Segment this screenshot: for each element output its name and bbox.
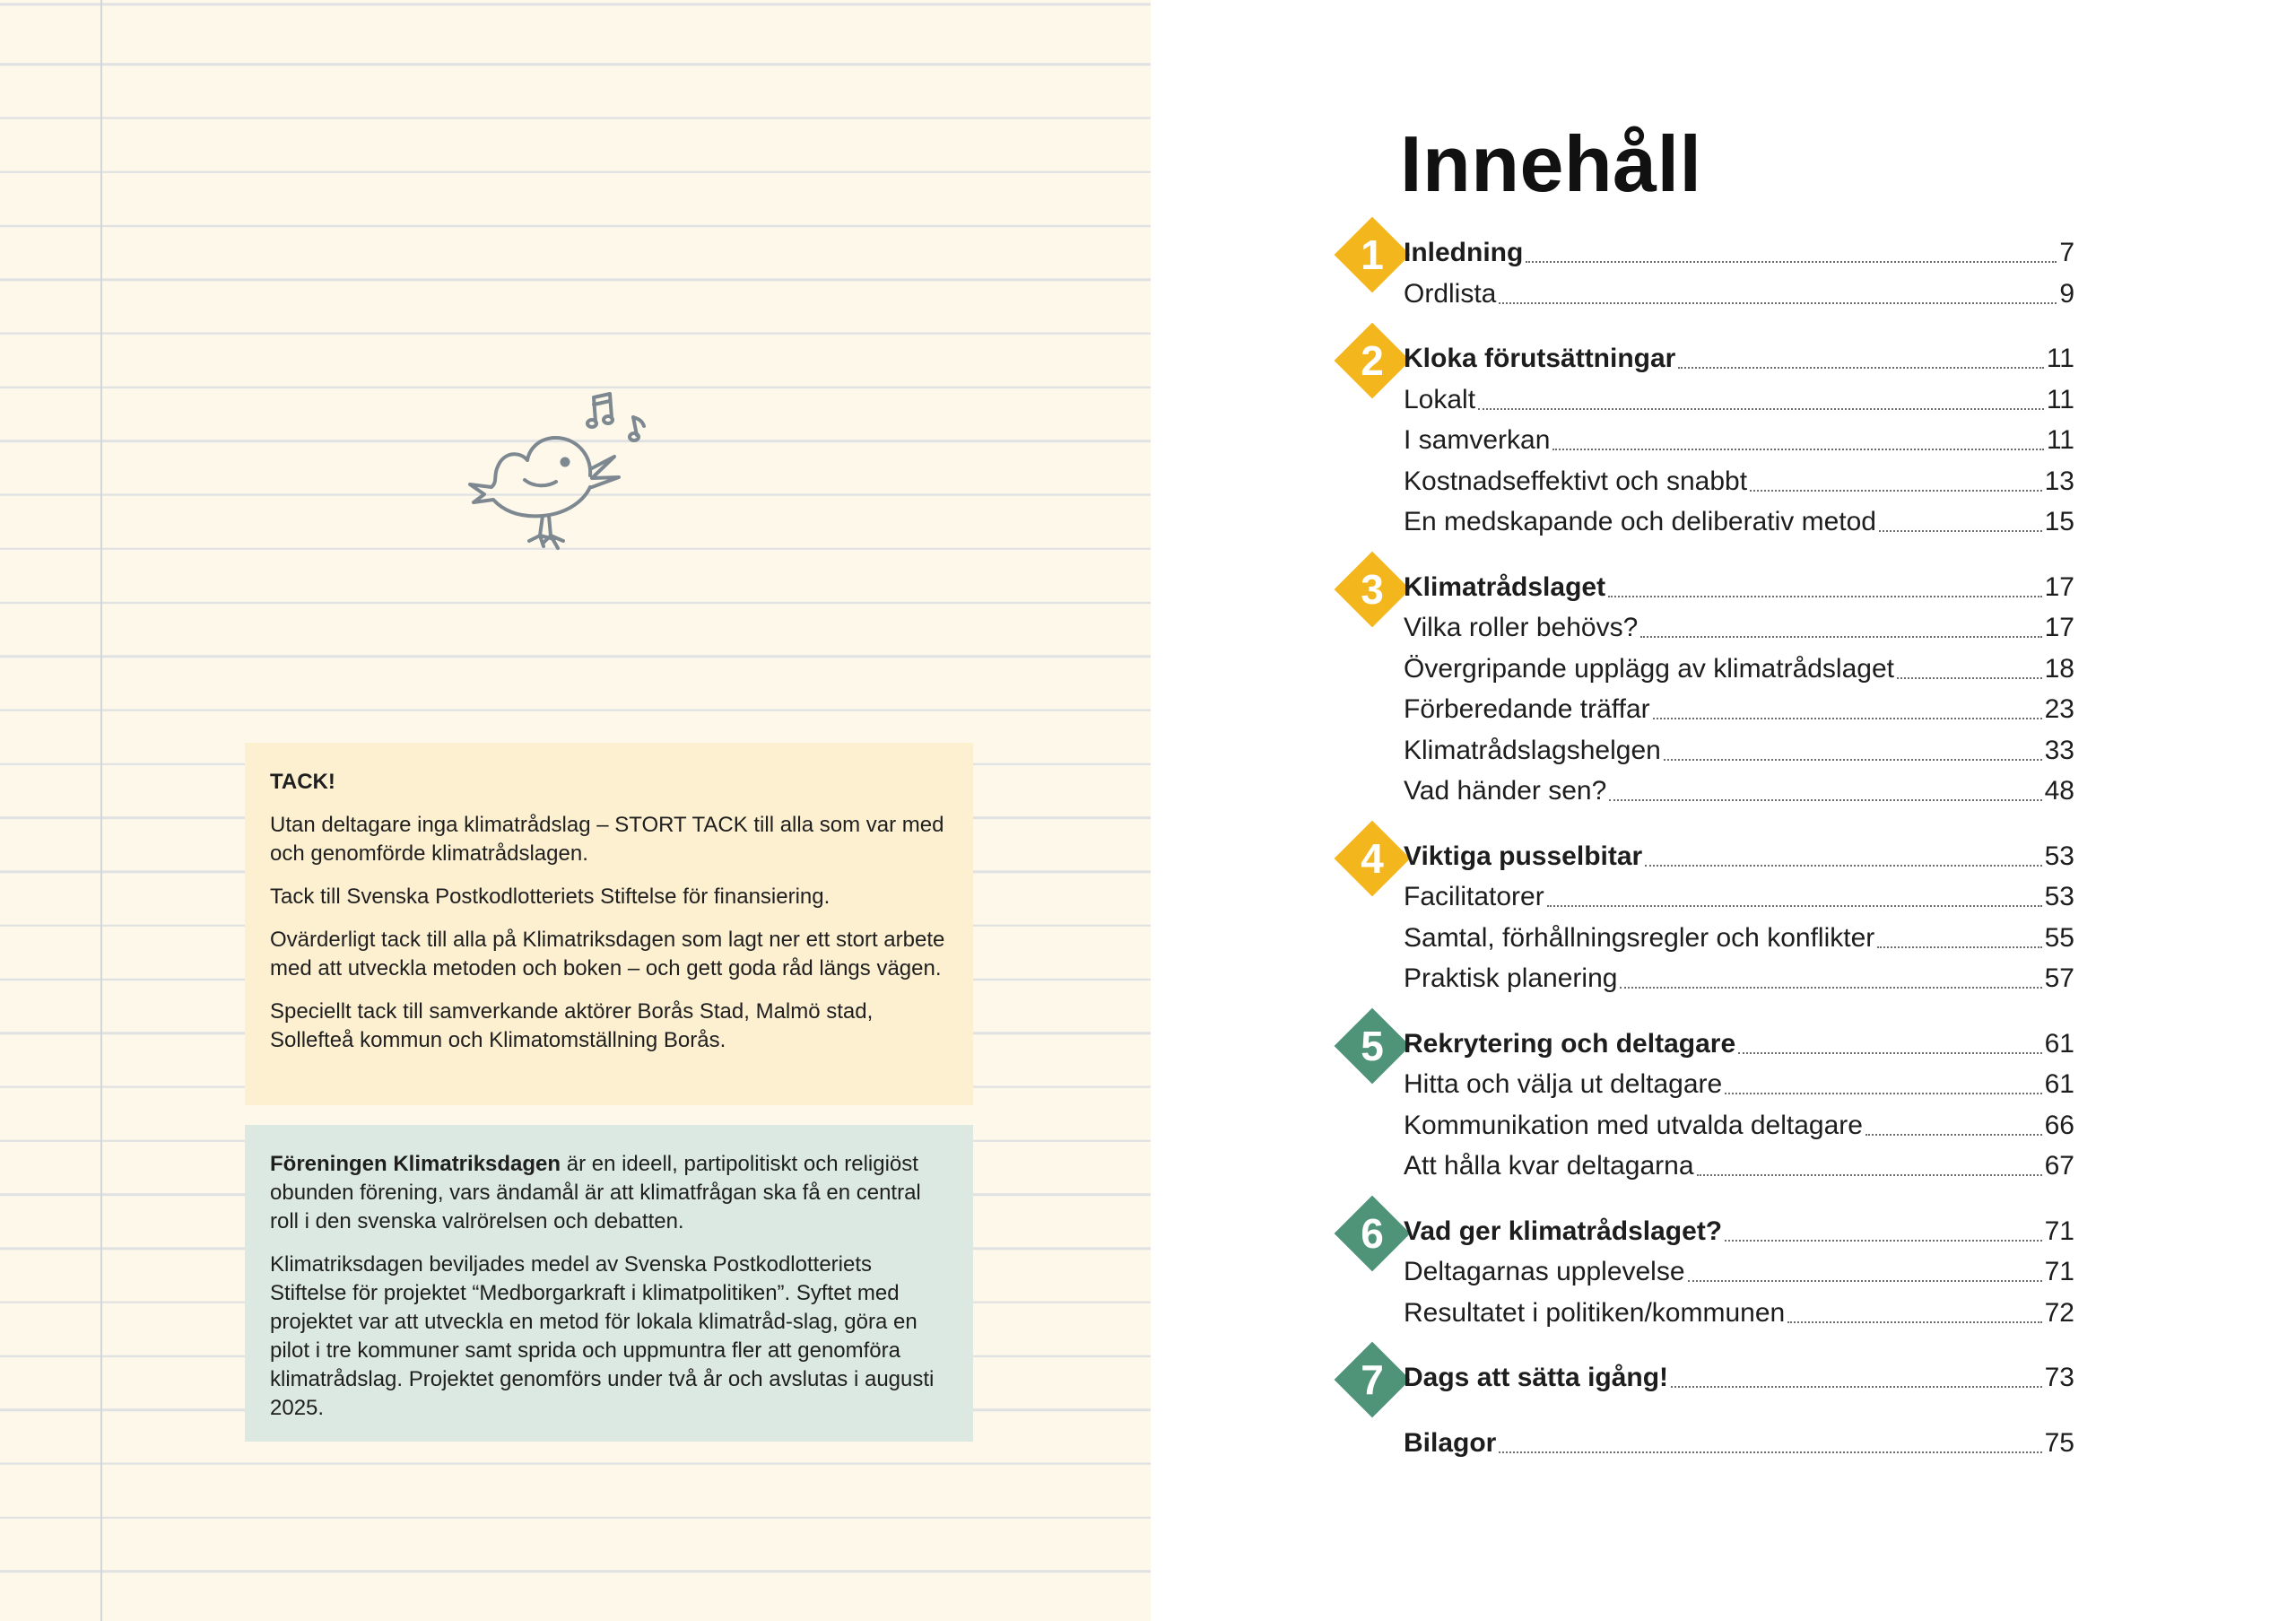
dot-leader bbox=[1879, 530, 2042, 532]
toc-section-entry[interactable] bbox=[1404, 1108, 2074, 1144]
org-name: Föreningen Klimatriksdagen bbox=[270, 1152, 561, 1176]
toc-section-entry-label: Lokalt bbox=[1404, 384, 1476, 414]
thanks-paragraph: Speciellt tack till samverkande aktörer Borås Stad, Malmö stad, Sollefteå kommun och Klimatomställning Borås. bbox=[270, 999, 874, 1052]
page-number: 15 bbox=[2044, 507, 2074, 536]
toc-section-entry-label: Att hålla kvar deltagarna bbox=[1404, 1151, 1694, 1181]
dot-leader bbox=[1738, 1052, 2042, 1054]
toc-section-entry[interactable] bbox=[1404, 382, 2074, 418]
toc-chapter-entry[interactable] bbox=[1404, 1214, 2074, 1250]
dot-leader bbox=[1678, 367, 2043, 369]
toc-chapter-entry-label: Inledning bbox=[1404, 238, 1524, 267]
toc-section-entry-label: Kommunikation med utvalda deltagare bbox=[1404, 1110, 1863, 1140]
chapter-number: 6 bbox=[1361, 1209, 1384, 1257]
dot-leader bbox=[1547, 905, 2042, 907]
toc-section-entry[interactable] bbox=[1404, 423, 2074, 458]
page-number: 17 bbox=[2044, 571, 2074, 602]
toc-chapter-entry[interactable] bbox=[1404, 1026, 2074, 1062]
page-number: 55 bbox=[2044, 922, 2074, 953]
page-number: 11 bbox=[2046, 384, 2074, 414]
toc-section-entry-label: Förberedande träffar bbox=[1404, 694, 1650, 724]
toc-section-entry[interactable] bbox=[1404, 1067, 2074, 1102]
toc-section-entry[interactable] bbox=[1404, 920, 2074, 956]
toc-chapter-entry-label: Viktiga pusselbitar bbox=[1404, 841, 1643, 871]
page-number: 11 bbox=[2046, 425, 2074, 455]
toc-chapter-entry-label: Rekrytering och deltagare bbox=[1404, 1028, 1736, 1059]
page-number: 7 bbox=[2059, 238, 2074, 267]
dot-leader bbox=[1526, 261, 2057, 263]
toc-section-entry-label: Deltagarnas upplevelse bbox=[1404, 1257, 1685, 1286]
dot-leader bbox=[1877, 946, 2041, 948]
toc-chapter-entry[interactable] bbox=[1404, 341, 2074, 377]
toc-section-entry-label: Vilka roller behövs? bbox=[1404, 613, 1639, 642]
dot-leader bbox=[1897, 677, 2042, 679]
dot-leader bbox=[1609, 799, 2041, 801]
page-number: 23 bbox=[2044, 694, 2074, 724]
page-number: 53 bbox=[2044, 882, 2074, 911]
page-number: 75 bbox=[2044, 1427, 2074, 1458]
page-number: 67 bbox=[2044, 1151, 2074, 1181]
toc-section-entry[interactable] bbox=[1404, 733, 2074, 769]
toc-section-entry-label: Resultatet i politiken/kommunen bbox=[1404, 1297, 1786, 1328]
toc-section-entry-label: Kostnadseffektivt och snabbt bbox=[1404, 466, 1748, 496]
toc-section-entry[interactable] bbox=[1404, 464, 2074, 500]
toc-section-entry[interactable] bbox=[1404, 1295, 2074, 1331]
toc-section-entry[interactable] bbox=[1404, 879, 2074, 915]
page-number: 61 bbox=[2044, 1028, 2074, 1059]
singing-bird-icon bbox=[457, 381, 691, 565]
page-number: 48 bbox=[2044, 776, 2074, 806]
toc-chapter-entry-label: Kloka förutsättningar bbox=[1404, 344, 1676, 373]
toc-section-entry-label: Facilitatorer bbox=[1404, 882, 1544, 911]
toc-chapter-entry[interactable] bbox=[1404, 570, 2074, 606]
page-title: Innehåll bbox=[1400, 119, 1702, 208]
page-number: 61 bbox=[2044, 1069, 2074, 1099]
dot-leader bbox=[1552, 449, 2043, 450]
toc-section-entry-label: Klimatrådslagshelgen bbox=[1404, 735, 1661, 765]
page-number: 72 bbox=[2044, 1297, 2074, 1328]
dot-leader bbox=[1608, 596, 2042, 597]
organization-box bbox=[245, 1125, 973, 1442]
page-number: 33 bbox=[2044, 735, 2074, 765]
page-number: 71 bbox=[2044, 1216, 2074, 1246]
margin-line bbox=[100, 0, 102, 1621]
thanks-paragraph: Utan deltagare inga klimatrådslag – STORT TACK till alla som var med och genomförde klimatrådslagen. bbox=[270, 813, 944, 866]
toc-section-entry-label: Hitta och välja ut deltagare bbox=[1404, 1069, 1723, 1099]
page-number: 9 bbox=[2059, 278, 2074, 309]
toc-section-entry[interactable] bbox=[1404, 1148, 2074, 1184]
toc-section-entry-label: I samverkan bbox=[1404, 425, 1551, 455]
chapter-number: 4 bbox=[1361, 834, 1384, 882]
chapter-number: 3 bbox=[1361, 565, 1384, 613]
page-number: 73 bbox=[2044, 1363, 2074, 1392]
dot-leader bbox=[1697, 1174, 2042, 1176]
toc-chapter-entry[interactable] bbox=[1404, 1360, 2074, 1396]
page-number: 71 bbox=[2044, 1257, 2074, 1286]
toc-chapter-entry[interactable] bbox=[1404, 839, 2074, 875]
toc-section-entry-label: Praktisk planering bbox=[1404, 963, 1618, 993]
toc-appendix-entry[interactable] bbox=[1404, 1425, 2074, 1461]
dot-leader bbox=[1725, 1093, 2041, 1094]
toc-chapter-entry-label: Vad ger klimatrådslaget? bbox=[1404, 1216, 1723, 1246]
org-description: är en ideell, partipolitiskt och religiöst obunden förening, vars ändamål är att klimatfrågan ska få en central roll i den svenska valrörelsen och debatten. bbox=[270, 1152, 921, 1233]
toc-appendix-entry-label: Bilagor bbox=[1404, 1427, 1497, 1458]
dot-leader bbox=[1499, 1451, 2041, 1453]
org-paragraph bbox=[270, 1150, 948, 1236]
dot-leader bbox=[1750, 490, 2042, 492]
dot-leader bbox=[1499, 302, 2057, 304]
toc-section-entry-label: Samtal, förhållningsregler och konflikter bbox=[1404, 922, 1875, 953]
thanks-title: TACK! bbox=[270, 770, 335, 794]
toc-chapter-entry-label: Dags att sätta igång! bbox=[1404, 1363, 1669, 1392]
org-paragraph: Klimatriksdagen beviljades medel av Svenska Postkodlotteriets Stiftelse för projektet “Medborgarkraft i klimatpolitiken”. Syftet med projektet var att utveckla en metod för lokala klimatråd-slag, göra en pilot i tre kommuner samt sprida och uppmuntra fler att genomföra klimatrådslag. Projektet genomförs under två år och avslutas i augusti 2025. bbox=[270, 1252, 935, 1420]
dot-leader bbox=[1653, 718, 2042, 719]
dot-leader bbox=[1640, 636, 2041, 638]
toc-section-entry-label: Övergripande upplägg av klimatrådslaget bbox=[1404, 653, 1894, 684]
thanks-paragraph: Tack till Svenska Postkodlotteriets Stiftelse för finansiering. bbox=[270, 885, 831, 909]
dot-leader bbox=[1664, 759, 2042, 761]
dot-leader bbox=[1688, 1280, 2042, 1282]
toc-section-entry[interactable] bbox=[1404, 692, 2074, 728]
chapter-number: 1 bbox=[1361, 231, 1384, 278]
toc-section-entry[interactable] bbox=[1404, 504, 2074, 540]
dot-leader bbox=[1645, 865, 2041, 867]
toc-section-entry[interactable] bbox=[1404, 1254, 2074, 1290]
page-number: 66 bbox=[2044, 1110, 2074, 1140]
dot-leader bbox=[1866, 1134, 2042, 1136]
page-number: 11 bbox=[2046, 344, 2074, 373]
toc-section-entry-label: En medskapande och deliberativ metod bbox=[1404, 507, 1876, 536]
page-number: 57 bbox=[2044, 963, 2074, 993]
toc-section-entry[interactable] bbox=[1404, 773, 2074, 809]
thanks-box bbox=[245, 743, 973, 1105]
toc-section-entry[interactable] bbox=[1404, 276, 2074, 312]
thanks-paragraph: Ovärderligt tack till alla på Klimatriksdagen som lagt ner ett stort arbete med att utveckla metoden och boken – och gett goda råd längs vägen. bbox=[270, 928, 945, 980]
chapter-number: 5 bbox=[1361, 1022, 1384, 1069]
page-number: 17 bbox=[2044, 613, 2074, 642]
toc-chapter-entry[interactable] bbox=[1404, 235, 2074, 271]
toc-chapter-entry-label: Klimatrådslaget bbox=[1404, 571, 1606, 602]
toc-section-entry-label: Ordlista bbox=[1404, 278, 1497, 309]
chapter-number: 7 bbox=[1361, 1356, 1384, 1403]
page-number: 18 bbox=[2044, 653, 2074, 684]
dot-leader bbox=[1671, 1386, 2042, 1388]
dot-leader bbox=[1787, 1321, 2041, 1323]
dot-leader bbox=[1478, 408, 2044, 410]
dot-leader bbox=[1620, 987, 2041, 989]
toc-section-entry[interactable] bbox=[1404, 610, 2074, 646]
chapter-number: 2 bbox=[1361, 337, 1384, 384]
page-number: 13 bbox=[2044, 466, 2074, 496]
dot-leader bbox=[1725, 1240, 2041, 1242]
toc-section-entry-label: Vad händer sen? bbox=[1404, 776, 1607, 806]
toc-section-entry[interactable] bbox=[1404, 651, 2074, 687]
page-number: 53 bbox=[2044, 841, 2074, 871]
toc-section-entry[interactable] bbox=[1404, 961, 2074, 997]
